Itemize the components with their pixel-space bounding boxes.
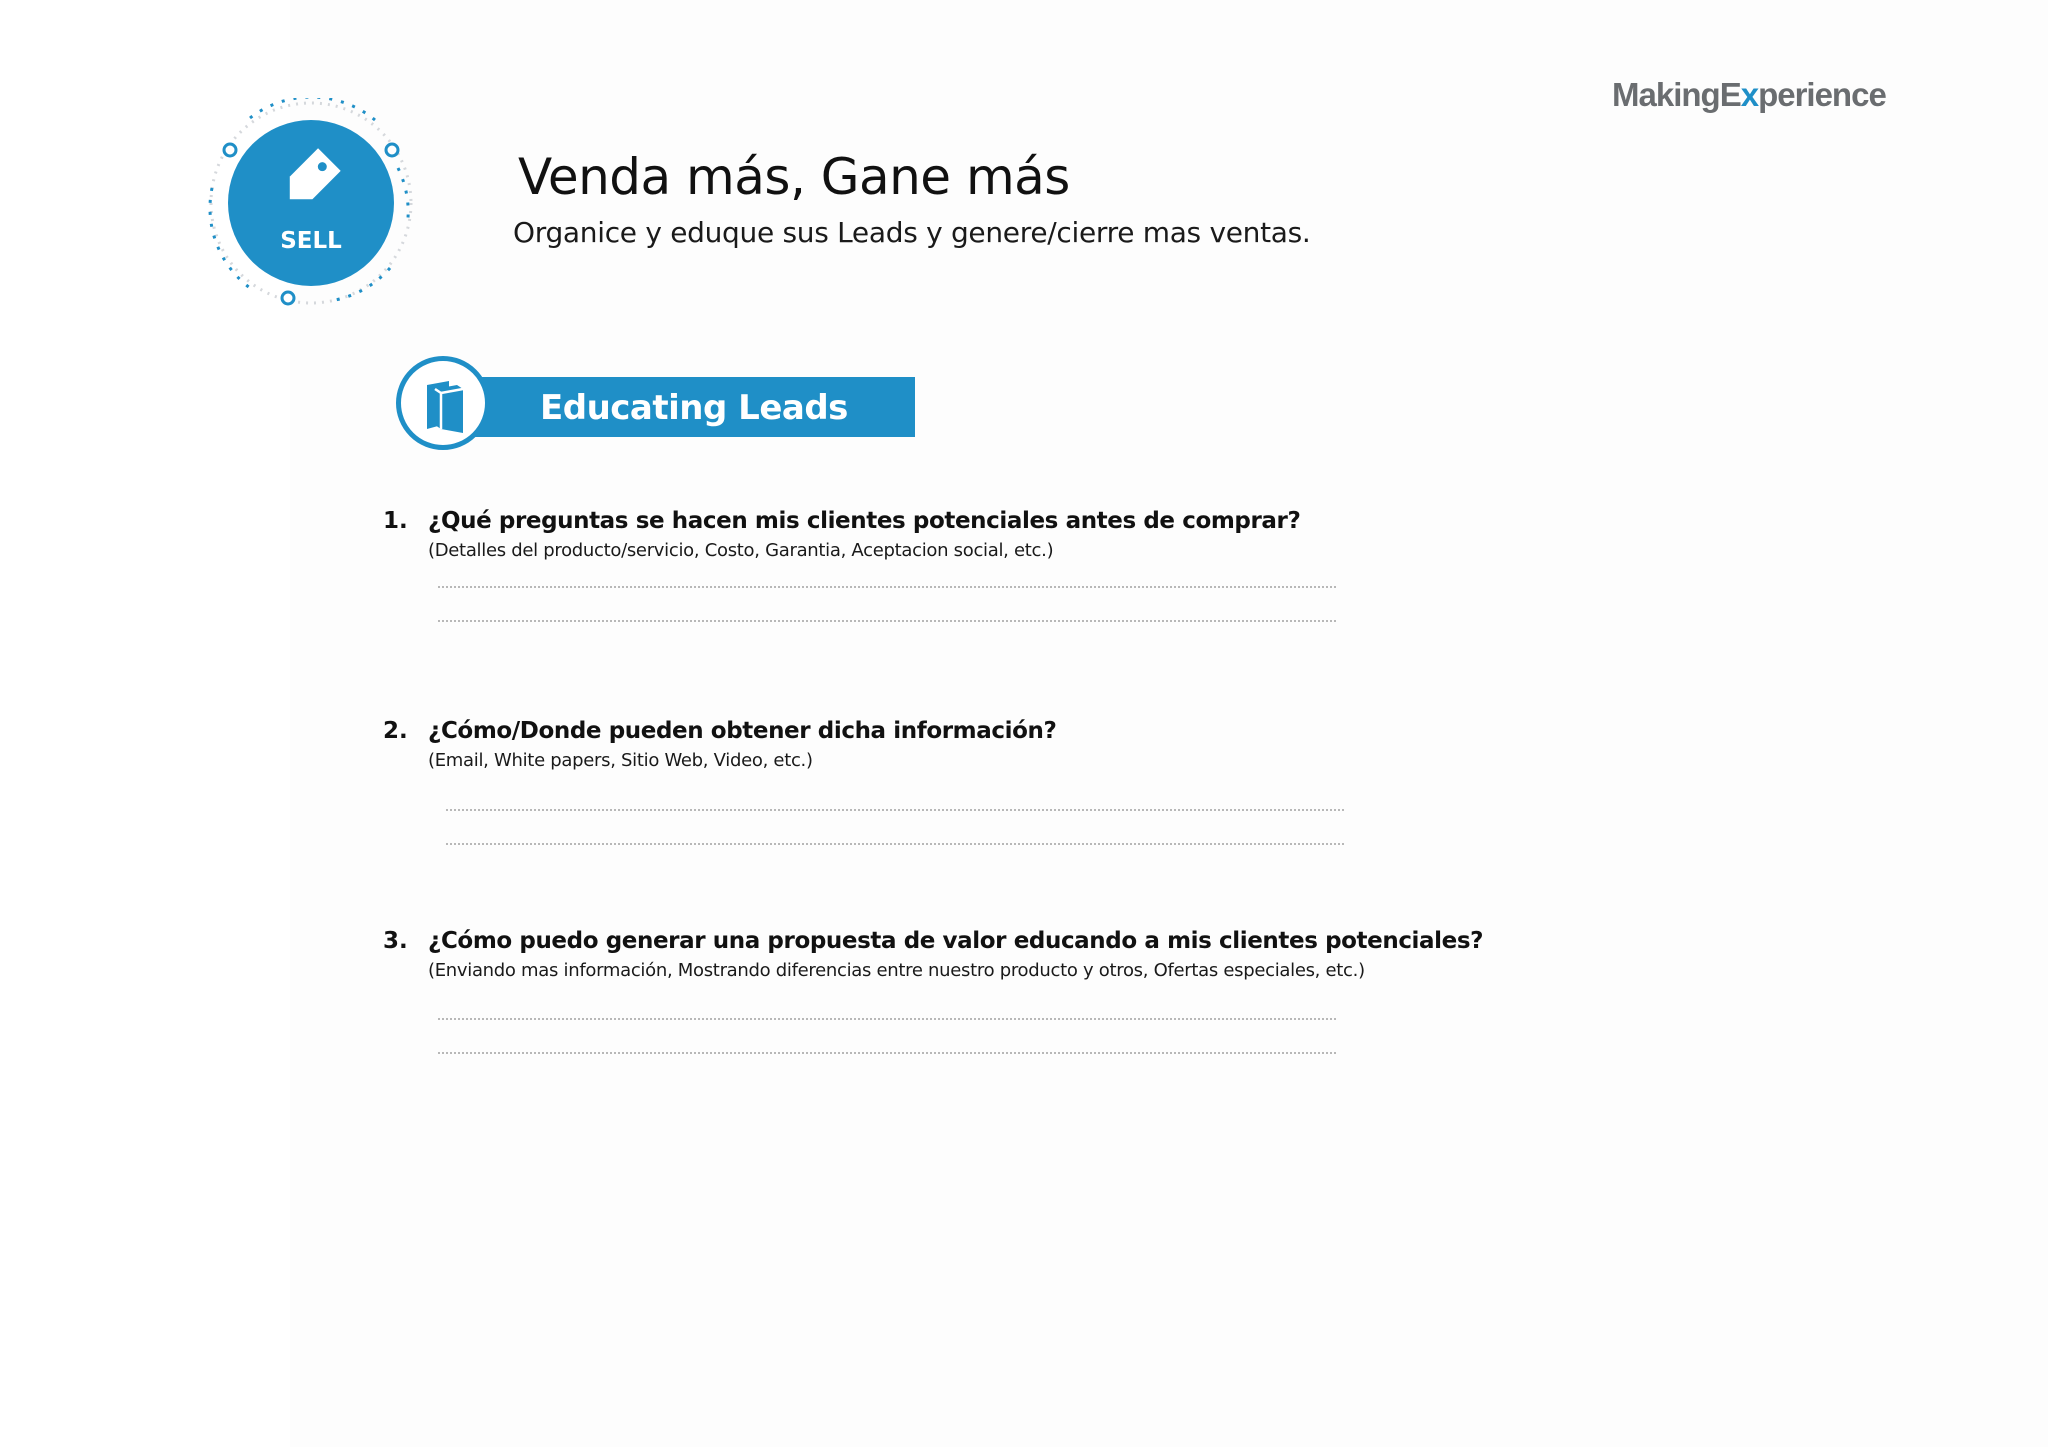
answer-line[interactable] bbox=[438, 620, 1336, 622]
question-text: ¿Cómo puedo generar una propuesta de valor educando a mis clientes potenciales? bbox=[428, 928, 1484, 954]
sell-badge-graphic bbox=[190, 98, 430, 310]
question-text: ¿Qué preguntas se hacen mis clientes potenciales antes de comprar? bbox=[428, 508, 1301, 534]
logo-suffix: perience bbox=[1758, 76, 1886, 113]
answer-line[interactable] bbox=[446, 809, 1344, 811]
answer-line[interactable] bbox=[438, 586, 1336, 588]
question-number: 2. bbox=[383, 718, 408, 744]
question-hint: (Enviando mas información, Mostrando diferencias entre nuestro producto y otros, Ofertas especiales, etc.) bbox=[428, 960, 1365, 981]
logo-prefix: Making bbox=[1612, 76, 1720, 113]
logo-e: E bbox=[1719, 76, 1741, 113]
page-title: Venda más, Gane más bbox=[518, 148, 1070, 206]
sell-badge bbox=[190, 98, 430, 310]
answer-line[interactable] bbox=[438, 1052, 1336, 1054]
question-number: 3. bbox=[383, 928, 408, 954]
page-subtitle: Organice y eduque sus Leads y genere/cierre mas ventas. bbox=[513, 216, 1311, 249]
book-icon bbox=[423, 379, 469, 435]
question-hint: (Detalles del producto/servicio, Costo, Garantia, Aceptacion social, etc.) bbox=[428, 540, 1054, 561]
question-hint: (Email, White papers, Sitio Web, Video, etc.) bbox=[428, 750, 813, 771]
logo-x: x bbox=[1740, 76, 1759, 113]
section-icon-circle bbox=[396, 356, 490, 450]
sell-label: SELL bbox=[280, 228, 342, 254]
section-title: Educating Leads bbox=[540, 388, 848, 428]
section-banner bbox=[396, 356, 916, 460]
question-number: 1. bbox=[383, 508, 408, 534]
question-text: ¿Cómo/Donde pueden obtener dicha información? bbox=[428, 718, 1057, 744]
answer-line[interactable] bbox=[438, 1018, 1336, 1020]
answer-line[interactable] bbox=[446, 843, 1344, 845]
making-experience-logo bbox=[1612, 76, 1886, 114]
